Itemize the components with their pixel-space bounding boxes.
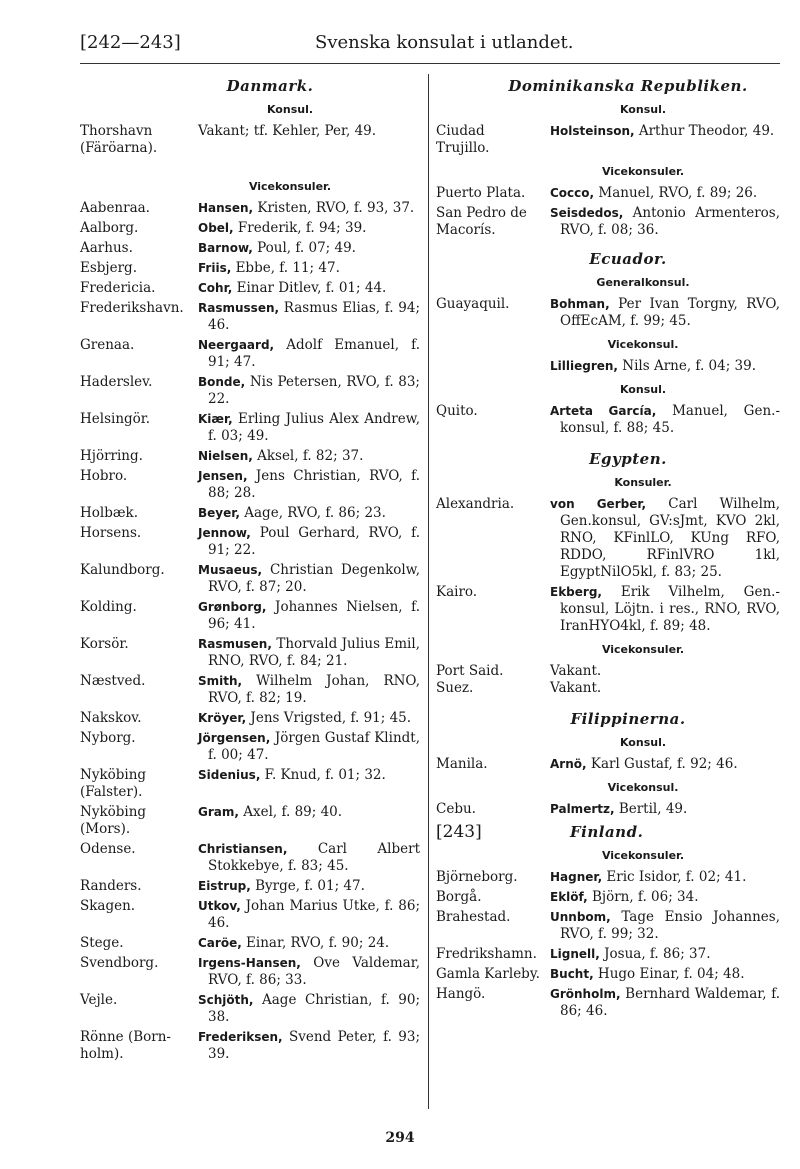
list-item: Hjörring. Nielsen, Aksel, f. 82; 37. bbox=[80, 448, 364, 464]
country-heading-danmark: Danmark. bbox=[226, 77, 314, 95]
role-heading: Konsul. bbox=[619, 103, 667, 116]
list-item: Aarhus. Barnow, Poul, f. 07; 49. bbox=[80, 240, 356, 256]
consul-name: Jennow, bbox=[198, 526, 251, 540]
list-item: Holbæk. Beyer, Aage, RVO, f. 86; 23. bbox=[80, 505, 386, 521]
consul-name: Irgens-Hansen, bbox=[198, 956, 301, 970]
list-item: Lilliegren, Nils Arne, f. 04; 39. bbox=[550, 358, 757, 374]
country-heading-egypten: Egypten. bbox=[589, 450, 667, 468]
list-item: Helsingör. Kiær, Erling Julius Alex Andrew, f. 03; 49. bbox=[80, 411, 420, 444]
list-item: Rönne (Born- holm). Frederiksen, Svend Peter, f. 93; 39. bbox=[80, 1029, 420, 1062]
list-item: Vejle. Schjöth, Aage Christian, f. 90; 38. bbox=[80, 992, 420, 1025]
list-item: Haderslev. Bonde, Nis Petersen, RVO, f. 83; 22. bbox=[80, 374, 420, 407]
role-heading: Generalkonsul. bbox=[596, 276, 690, 289]
page-header bbox=[0, 32, 800, 60]
role-heading: Konsul. bbox=[266, 103, 314, 116]
finland-heading bbox=[436, 824, 780, 841]
consul-name: Jörgensen, bbox=[198, 731, 271, 745]
list-item: Port Said. Vakant. bbox=[436, 663, 602, 679]
list-item: Guayaquil. Bohman, Per Ivan Torgny, RVO, OffEcAM, f. 99; 45. bbox=[436, 296, 780, 329]
consul-name: Cohr, bbox=[198, 281, 233, 295]
role-heading: Vicekonsuler. bbox=[601, 849, 685, 862]
list-item: Kalundborg. Musaeus, Christian Degenkolw, RVO, f. 87; 20. bbox=[80, 562, 420, 595]
list-item: Odense. Christiansen, Carl Albert Stokkebye, f. 83; 45. bbox=[80, 841, 420, 874]
list-item: Kolding. Grønborg, Johannes Nielsen, f. 96; 41. bbox=[80, 599, 420, 632]
list-item: Thorshavn (Färöarna). Vakant; tf. Kehler, Per, 49. bbox=[80, 123, 377, 156]
consul-name: Caröe, bbox=[198, 936, 242, 950]
list-item: Kairo. Ekberg, Erik Vilhelm, Gen.-konsul, Löjtn. i res., RNO, RVO, IranHYO4kl, f. 89; 48. bbox=[436, 584, 780, 634]
role-heading: Konsul. bbox=[619, 736, 667, 749]
role-heading: Vicekonsul. bbox=[607, 338, 679, 351]
consul-name: Christiansen, bbox=[198, 842, 288, 856]
list-item: Nakskov. Kröyer, Jens Vrigsted, f. 91; 45. bbox=[80, 710, 412, 726]
consul-name: Jensen, bbox=[198, 469, 248, 483]
consul-name: Unnbom, bbox=[550, 910, 611, 924]
role-heading: Vicekonsuler. bbox=[601, 165, 685, 178]
role-heading: Konsuler. bbox=[614, 476, 672, 489]
list-item: Randers. Eistrup, Byrge, f. 01; 47. bbox=[80, 878, 365, 894]
list-item: Skagen. Utkov, Johan Marius Utke, f. 86; 46. bbox=[80, 898, 420, 931]
country-heading-ecuador: Ecuador. bbox=[589, 250, 667, 268]
list-item: Korsör. Rasmusen, Thorvald Julius Emil, RNO, RVO, f. 84; 21. bbox=[80, 636, 420, 669]
consul-name: Bucht, bbox=[550, 967, 594, 981]
list-item: Manila. Arnö, Karl Gustaf, f. 92; 46. bbox=[436, 756, 738, 772]
consul-name: Hansen, bbox=[198, 201, 254, 215]
list-item: Horsens. Jennow, Poul Gerhard, RVO, f. 91; 22. bbox=[80, 525, 420, 558]
consul-name: Hagner, bbox=[550, 870, 603, 884]
consul-name: Bonde, bbox=[198, 375, 246, 389]
consul-name: Nielsen, bbox=[198, 449, 253, 463]
list-item: Ciudad Trujillo. Holsteinson, Arthur Theodor, 49. bbox=[436, 123, 775, 156]
list-item: Cebu. Palmertz, Bertil, 49. bbox=[436, 801, 688, 817]
list-item: Borgå. Eklöf, Björn, f. 06; 34. bbox=[436, 889, 699, 905]
role-heading: Vicekonsuler. bbox=[601, 643, 685, 656]
list-item: Nyköbing (Falster). Sidenius, F. Knud, f. 01; 32. bbox=[80, 767, 386, 800]
left-column bbox=[80, 74, 420, 1066]
running-title: Svenska konsulat i utlandet. bbox=[315, 32, 574, 53]
list-item: Aalborg. Obel, Frederik, f. 94; 39. bbox=[80, 220, 367, 236]
list-item: Stege. Caröe, Einar, RVO, f. 90; 24. bbox=[80, 935, 390, 951]
list-item: Hangö. Grönholm, Bernhard Waldemar, f. 86; 46. bbox=[436, 986, 780, 1019]
consul-name: Neergaard, bbox=[198, 338, 275, 352]
list-item: Björneborg. Hagner, Eric Isidor, f. 02; 41. bbox=[436, 869, 747, 885]
consul-name: Kröyer, bbox=[198, 711, 247, 725]
consul-name: Smith, bbox=[198, 674, 243, 688]
list-item: Hobro. Jensen, Jens Christian, RVO, f. 88; 28. bbox=[80, 468, 420, 501]
role-heading: Konsul. bbox=[619, 383, 667, 396]
list-item: Næstved. Smith, Wilhelm Johan, RNO, RVO, f. 82; 19. bbox=[80, 673, 420, 706]
list-item: Svendborg. Irgens-Hansen, Ove Valdemar, RVO, f. 86; 33. bbox=[80, 955, 420, 988]
country-heading-dominikanska: Dominikanska Republiken. bbox=[508, 77, 748, 95]
consul-name: Lignell, bbox=[550, 947, 600, 961]
role-heading: Vicekonsul. bbox=[607, 781, 679, 794]
country-heading-finland: Finland. bbox=[570, 823, 644, 841]
consul-name: Eklöf, bbox=[550, 890, 588, 904]
list-item: San Pedro de Macorís. Seisdedos, Antonio Armenteros, RVO, f. 08; 36. bbox=[436, 205, 780, 238]
list-item: Aabenraa. Hansen, Kristen, RVO, f. 93, 37. bbox=[80, 200, 415, 216]
list-item: Fredrikshamn. Lignell, Josua, f. 86; 37. bbox=[436, 946, 711, 962]
list-item: Suez. Vakant. bbox=[436, 680, 602, 696]
list-item: Nyborg. Jörgensen, Jörgen Gustaf Klindt, f. 00; 47. bbox=[80, 730, 420, 763]
list-item: Frederikshavn. Rasmussen, Rasmus Elias, f. 94; 46. bbox=[80, 300, 420, 333]
consul-name: Gram, bbox=[198, 805, 239, 819]
page-marker: [243] bbox=[436, 822, 482, 842]
consul-name: Barnow, bbox=[198, 241, 253, 255]
consul-name: Rasmussen, bbox=[198, 301, 280, 315]
consul-name: Grønborg, bbox=[198, 600, 267, 614]
list-item: Puerto Plata. Cocco, Manuel, RVO, f. 89; 26. bbox=[436, 185, 758, 201]
list-item: Grenaa. Neergaard, Adolf Emanuel, f. 91; 47. bbox=[80, 337, 420, 370]
danmark-vicekonsul-list bbox=[80, 200, 420, 1063]
role-heading: Vicekonsuler. bbox=[248, 180, 332, 193]
consul-name: Schjöth, bbox=[198, 993, 254, 1007]
list-item: Nyköbing (Mors). Gram, Axel, f. 89; 40. bbox=[80, 804, 343, 837]
page-number: 294 bbox=[385, 1130, 415, 1146]
right-column bbox=[436, 74, 780, 1023]
header-rule bbox=[80, 63, 780, 64]
country-heading-filippinerna: Filippinerna. bbox=[570, 710, 686, 728]
consul-name: Kiær, bbox=[198, 412, 233, 426]
consul-name: Beyer, bbox=[198, 506, 240, 520]
consul-name: Utkov, bbox=[198, 899, 241, 913]
consul-name: Musaeus, bbox=[198, 563, 263, 577]
list-item: Fredericia. Cohr, Einar Ditlev, f. 01; 44. bbox=[80, 280, 387, 296]
consul-name: Friis, bbox=[198, 261, 232, 275]
consul-name: Obel, bbox=[198, 221, 234, 235]
list-item: Brahestad. Unnbom, Tage Ensio Johannes, RVO, f. 99; 32. bbox=[436, 909, 780, 942]
consul-name: Grönholm, bbox=[550, 987, 621, 1001]
list-item: Alexandria. von Gerber, Carl Wilhelm, Gen.konsul, GV:sJmt, KVO 2kl, RNO, KFinlLO, KUng RFO, RDDO, RFinlVRO 1kl, EgyptNilO5kl, f. 83; 25. bbox=[436, 496, 780, 580]
finland-vicekonsul-list bbox=[436, 869, 780, 1020]
consul-name: Sidenius, bbox=[198, 768, 261, 782]
consul-name: Frederiksen, bbox=[198, 1030, 283, 1044]
consul-name: Eistrup, bbox=[198, 879, 251, 893]
column-divider bbox=[428, 74, 429, 1109]
consul-name: Rasmusen, bbox=[198, 637, 272, 651]
list-item: Gamla Karleby. Bucht, Hugo Einar, f. 04; 48. bbox=[436, 966, 745, 982]
page-range: [242—243] bbox=[80, 32, 181, 53]
list-item: Quito. Arteta García, Manuel, Gen.-konsul, f. 88; 45. bbox=[436, 403, 781, 436]
list-item: Esbjerg. Friis, Ebbe, f. 11; 47. bbox=[80, 260, 340, 276]
